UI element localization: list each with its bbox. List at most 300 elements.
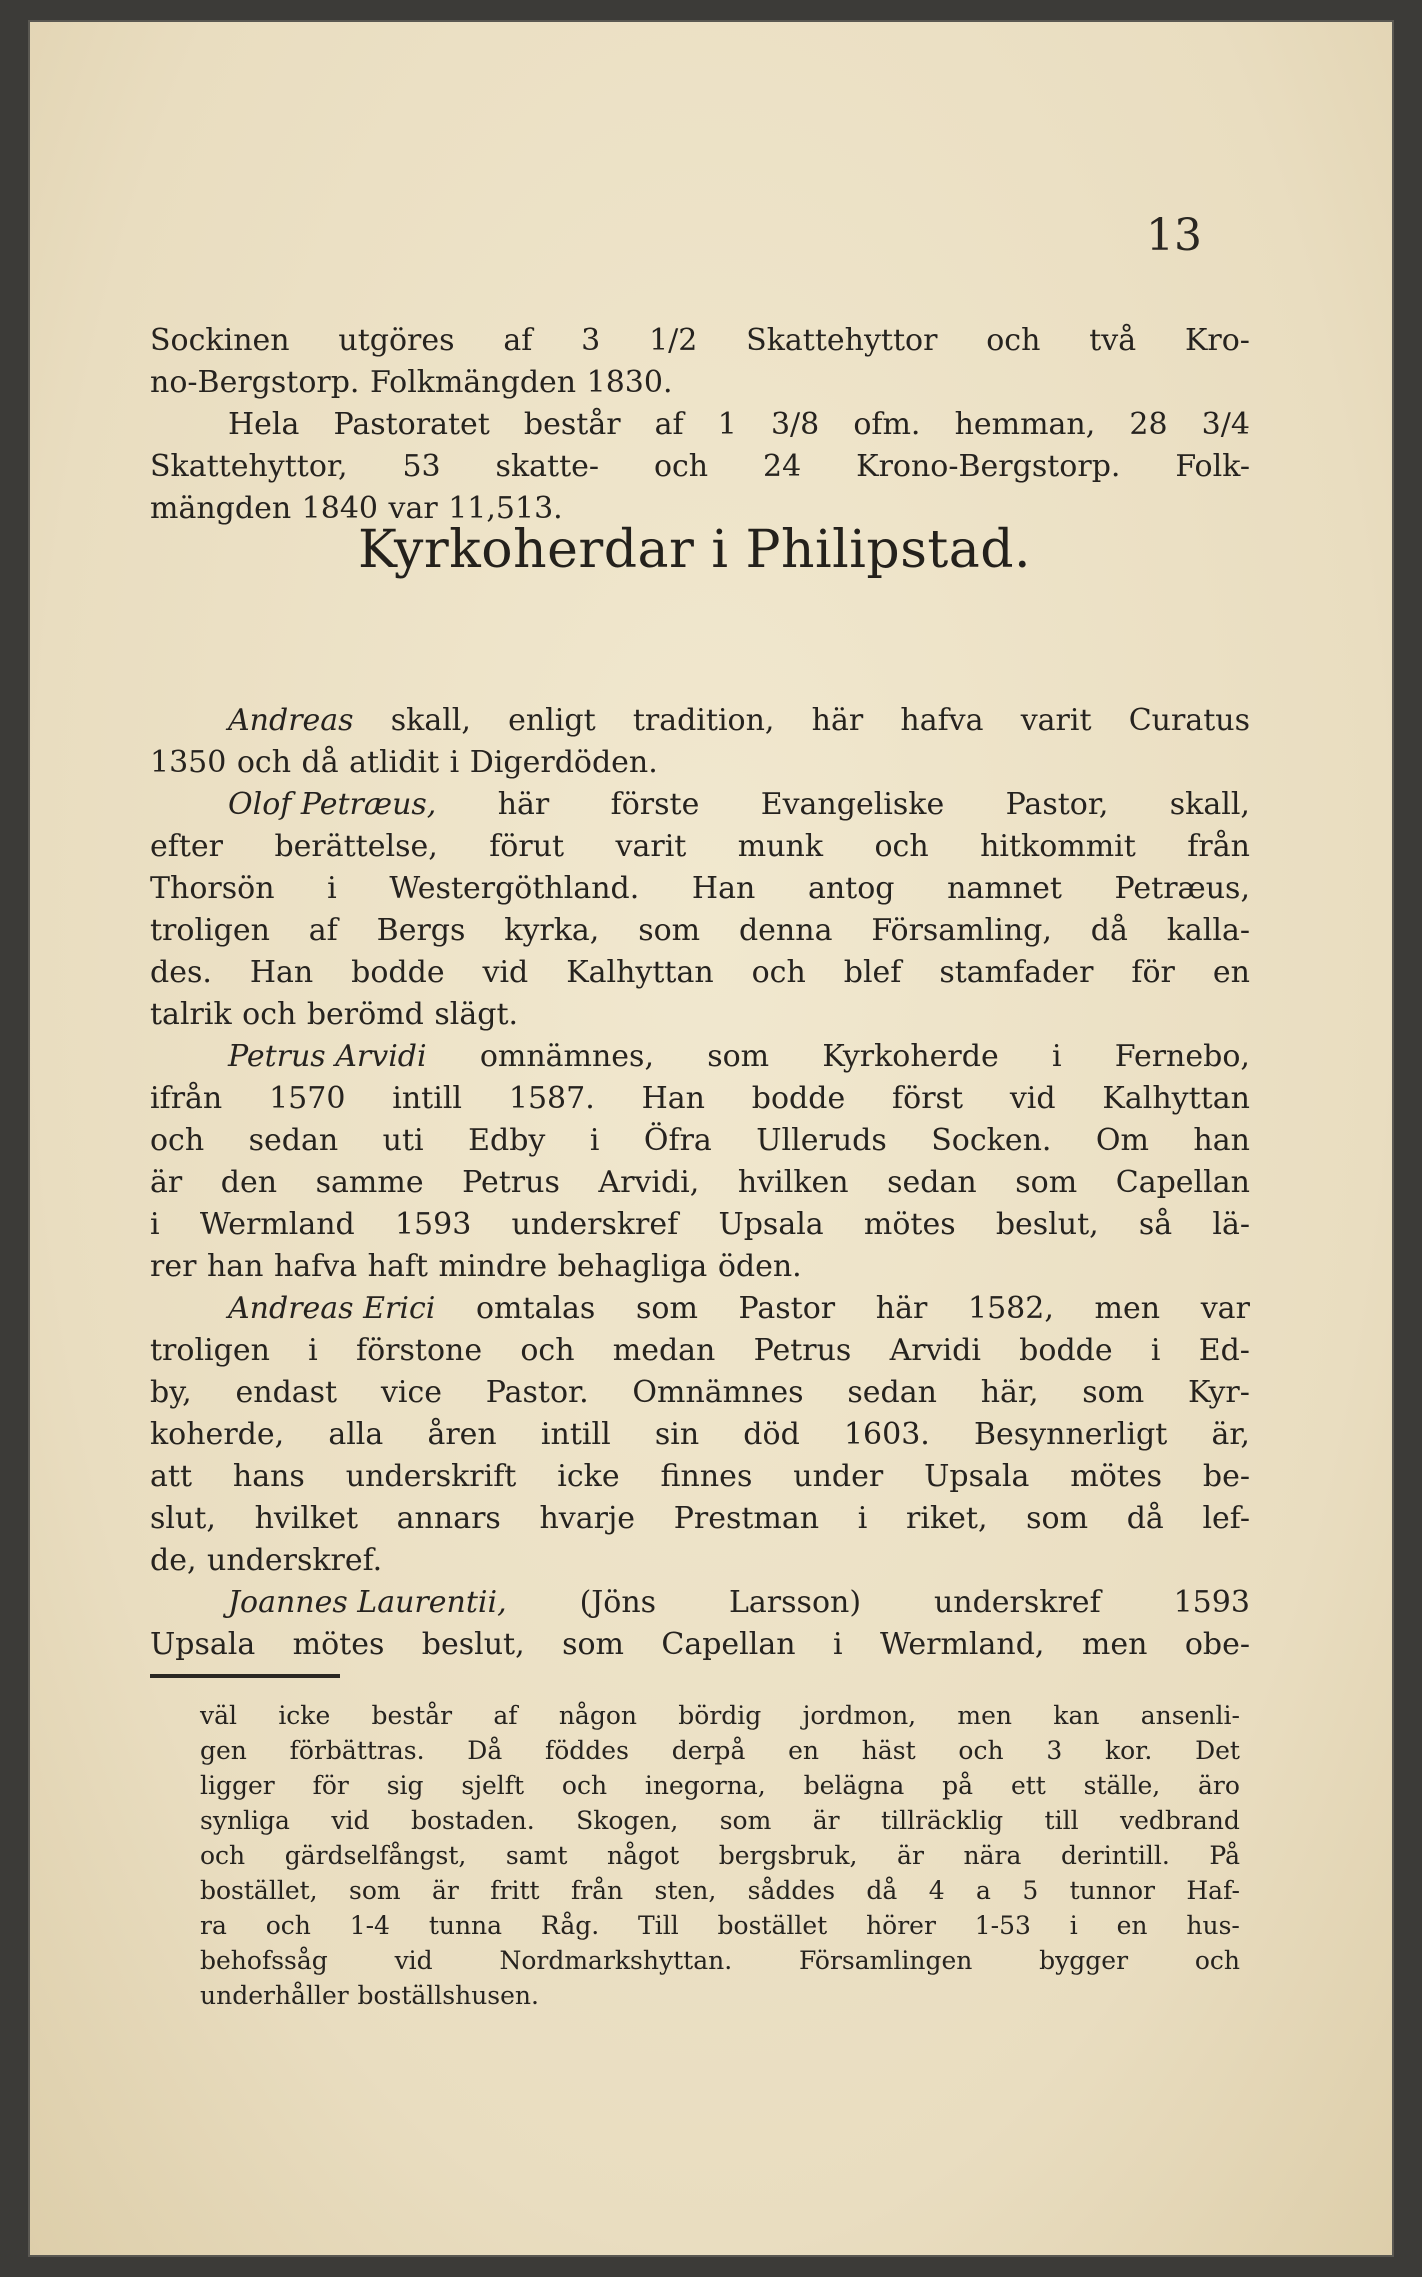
word: häst [861,1736,916,1765]
word: till [1044,1806,1079,1835]
text-line [150,1120,1250,1162]
text-line [200,1873,1240,1908]
page-number: 13 [1146,210,1202,261]
text-line [200,1908,1240,1943]
word: Nordmarkshyttan. [499,1946,733,1975]
word: Olof Petræus, [228,787,437,822]
word: ofm. [853,407,921,442]
text-line [200,1943,1240,1978]
word: mindre [438,1249,548,1284]
word: sten, [654,1876,717,1905]
word: no-Bergstorp. [150,365,360,400]
word: en [1116,1911,1148,1940]
word: efter [150,829,224,864]
word: obe- [1184,1627,1250,1662]
word: hvilket [254,1501,359,1536]
word: Hela [228,407,300,442]
word: i [1051,1039,1062,1074]
word: hafva [900,703,984,738]
word: Wermland [199,1207,355,1242]
word: icke [557,1459,620,1494]
word: mötes [863,1207,956,1242]
word: annars [396,1501,501,1536]
word: och [1194,1946,1240,1975]
word: bostaden. [410,1806,535,1835]
word: Besynnerligt [973,1417,1168,1452]
word: medan [612,1333,716,1368]
text-line [150,320,1250,362]
word: omnämnes, [479,1039,654,1074]
word: och [200,1841,246,1870]
word: boställshusen. [357,1981,539,2010]
word: i [857,1501,868,1536]
text-line [150,1372,1250,1414]
word: varit [615,829,687,864]
word: Pastor. [485,1375,589,1410]
word: kor. [1104,1736,1153,1765]
word: intill [392,1081,463,1116]
text-line [150,1498,1250,1540]
word: i [308,1333,318,1368]
text-line [200,1733,1240,1768]
word: bodde [751,1081,846,1116]
word: antog [807,871,895,906]
word: Capellan [661,1627,796,1662]
word: vid [1009,1081,1056,1116]
word: Kalhyttan [1102,1081,1250,1116]
word: och [751,955,806,990]
word: enligt [508,703,596,738]
word: en [1212,955,1250,990]
word: 11,513. [448,491,563,526]
footnote-text [200,1698,1240,2013]
word: Kyrkoherde [822,1039,999,1074]
text-line [150,1162,1250,1204]
word: 1/2 [649,323,698,358]
word: Pastor [738,1291,836,1326]
word: Krono-Bergstorp. [856,449,1121,484]
word: ifrån [150,1081,223,1116]
word: Det [1195,1736,1240,1765]
word: äro [1198,1771,1240,1800]
word: varit [1020,703,1092,738]
word: såddes [747,1876,836,1905]
word: hörer [866,1911,936,1940]
word: 4 [928,1876,945,1905]
word: munk [737,829,824,864]
word: var [1200,1291,1250,1326]
word: Pastor, [1005,787,1109,822]
text-line [150,784,1250,826]
word: består [371,1701,453,1730]
word: men [957,1701,1013,1730]
word: gärdselfångst, [284,1841,467,1870]
text-line [150,1624,1250,1666]
word: vid [331,1806,370,1835]
word: sedan [847,1375,937,1410]
word: samt [505,1841,568,1870]
word: talrik [150,997,232,1032]
text-line [150,826,1250,868]
word: är [432,1876,459,1905]
word: som [1026,1501,1089,1536]
word: af [654,407,684,442]
word: Larsson) [729,1585,862,1620]
word: åren [427,1417,497,1452]
word: för [1131,955,1175,990]
word: riket, [906,1501,988,1536]
word: och [653,449,709,484]
word: Haf- [1186,1876,1240,1905]
text-line [150,1204,1250,1246]
word: 3/8 [770,407,820,442]
word: 53 [402,449,441,484]
text-line [200,1768,1240,1803]
word: och [236,745,292,780]
word: den [220,1165,278,1200]
word: att [150,1459,192,1494]
word: då [866,1876,898,1905]
word: denna [738,913,833,948]
word: lä- [1212,1207,1250,1242]
word: 1-4 [349,1911,390,1940]
word: Råg. [540,1911,600,1940]
word: Curatus [1128,703,1250,738]
word: Capellan [1115,1165,1250,1200]
word: som [349,1876,401,1905]
word: fritt [490,1876,540,1905]
text-line [150,1246,1250,1288]
word: Pastoratet [333,407,490,442]
word: som [719,1806,772,1835]
word: ligger [200,1771,275,1800]
word: stamfader [939,955,1094,990]
text-line [150,952,1250,994]
word: 3/4 [1201,407,1250,442]
word: inegorna, [644,1771,766,1800]
word: nära [963,1841,1022,1870]
word: beslut, [995,1207,1099,1242]
word: men [1094,1291,1161,1326]
word: Socken. [931,1123,1052,1158]
word: och [561,1771,608,1800]
word: belägna [803,1771,905,1800]
word: 1593 [1173,1585,1250,1620]
word: Skattehyttor [746,323,938,358]
word: Petrus [462,1165,560,1200]
word: i [1069,1911,1078,1940]
word: slägt. [434,997,519,1032]
word: här, [980,1375,1039,1410]
word: behofssåg [200,1946,328,1975]
text-line [200,1838,1240,1873]
word: tillräcklig [881,1806,1004,1835]
word: Bergs [376,913,466,948]
text-line [150,1078,1250,1120]
word: i [1150,1333,1161,1368]
word: skall, [1169,787,1250,822]
word: vid [482,955,529,990]
word: i [589,1123,600,1158]
word: 3 [1046,1736,1063,1765]
word: Han [691,871,756,906]
word: Arvidi [889,1333,981,1368]
text-line [150,1288,1250,1330]
word: och [986,323,1041,358]
word: blef [843,955,902,990]
word: han [206,1249,264,1284]
word: Folk- [1175,449,1250,484]
word: men [1081,1627,1148,1662]
text-line [200,1978,1240,2013]
word: förbättras. [289,1736,425,1765]
word: Församling, [871,913,1052,948]
word: väl [200,1701,238,1730]
word: des. [150,955,212,990]
word: Wermland, [880,1627,1045,1662]
word: atlidit [349,745,440,780]
word: Edby [468,1123,546,1158]
word: icke [278,1701,331,1730]
word: en [788,1736,820,1765]
word: af [308,913,338,948]
word: från [570,1876,624,1905]
word: något [607,1841,680,1870]
word: Ulleruds [756,1123,887,1158]
word: 1 [717,407,737,442]
word: koherde, [150,1417,285,1452]
word: vice [380,1375,443,1410]
word: 1350 [150,745,227,780]
word: 1603. [843,1417,930,1452]
word: Kalhyttan [566,955,714,990]
word: bostället, [200,1876,318,1905]
word: han [1193,1123,1250,1158]
text-line [150,1540,1250,1582]
word: 1587. [508,1081,595,1116]
word: endast [235,1375,338,1410]
word: och [150,1123,205,1158]
word: behagliga [557,1249,708,1284]
word: bygger [1039,1946,1129,1975]
word: Petrus Arvidi [228,1039,427,1074]
word: i [832,1627,843,1662]
word: som [638,913,701,948]
word: på [942,1771,974,1800]
word: skall, [390,703,471,738]
word: Församlingen [798,1946,973,1975]
text-line [150,700,1250,742]
word: 28 [1129,407,1168,442]
word: (Jöns [579,1585,657,1620]
word: hitkommit [980,829,1136,864]
word: då [1090,913,1128,948]
word: under [793,1459,884,1494]
word: Han [641,1081,705,1116]
word: som [562,1627,624,1662]
word: då [1126,1501,1164,1536]
word: beslut, [421,1627,525,1662]
word: ra [200,1911,227,1940]
word: i [327,871,337,906]
word: hemman, [954,407,1096,442]
word: 1830. [586,365,673,400]
word: hvilken [737,1165,849,1200]
word: är [150,1165,183,1200]
word: vid [394,1946,433,1975]
text-line [150,404,1250,446]
section-heading: Kyrkoherdar i Philipstad. [358,520,1032,580]
word: Öfra [643,1123,712,1158]
word: Fernebo, [1114,1039,1250,1074]
word: Westergöthland. [389,871,640,906]
word: två [1089,323,1137,358]
book-page [28,20,1394,2257]
word: Petræus, [1114,871,1250,906]
word: som [635,1291,698,1326]
word: Arvidi, [598,1165,700,1200]
word: underskrift [345,1459,517,1494]
text-line [150,1330,1250,1372]
word: underskref [933,1585,1101,1620]
word: i [150,1207,160,1242]
text-line [200,1698,1240,1733]
word: Folkmängden [369,365,577,400]
word: underhåller [200,1981,349,2010]
intro-text [150,320,1250,530]
word: var [388,491,438,526]
word: är [897,1841,924,1870]
word: från [1187,829,1250,864]
word: då [301,745,339,780]
word: vedbrand [1120,1806,1240,1835]
word: Han [249,955,314,990]
word: för [312,1771,349,1800]
word: Upsala [150,1627,256,1662]
word: är, [1211,1417,1250,1452]
word: samme [315,1165,424,1200]
text-line [150,1456,1250,1498]
footnote-divider [150,1674,340,1678]
word: by, [150,1375,192,1410]
word: gen [200,1736,247,1765]
word: kyrka, [504,913,600,948]
word: derintill. [1060,1841,1170,1870]
word: hus- [1186,1911,1240,1940]
word: och [242,997,297,1032]
word: tunnor [1069,1876,1155,1905]
word: och [958,1736,1004,1765]
word: mötes [292,1627,385,1662]
word: och [874,829,929,864]
word: af [493,1701,518,1730]
word: Kro- [1184,323,1250,358]
word: Evangeliske [760,787,945,822]
word: 5 [1022,1876,1039,1905]
word: Upsala [924,1459,1030,1494]
word: be- [1202,1459,1250,1494]
word: Andreas Erici [228,1291,436,1326]
word: Petrus [753,1333,852,1368]
word: här [875,1291,928,1326]
word: På [1209,1841,1240,1870]
word: tunna [428,1911,503,1940]
word: sedan [248,1123,339,1158]
word: berättelse, [274,829,438,864]
word: öden. [717,1249,802,1284]
word: underskref [511,1207,679,1242]
word: hans [232,1459,305,1494]
text-line [150,362,1250,404]
word: Om [1095,1123,1149,1158]
word: ställe, [1083,1771,1161,1800]
word: Joannes Laurentii, [228,1585,507,1620]
word: och [265,1911,311,1940]
word: så [1138,1207,1173,1242]
word: 1840 [301,491,378,526]
word: Andreas [228,703,354,738]
word: består [523,407,621,442]
word: af [503,323,533,358]
word: Prestman [673,1501,820,1536]
word: mötes [1070,1459,1162,1494]
word: mängden [150,491,292,526]
word: 1593 [394,1207,472,1242]
word: 3 [581,323,601,358]
word: här [497,787,550,822]
text-line [200,1803,1240,1838]
word: underskref. [207,1543,383,1578]
word: Kyr- [1187,1375,1250,1410]
word: tradition, [632,703,775,738]
word: haft [367,1249,428,1284]
word: Då [467,1736,503,1765]
word: sjelft [461,1771,525,1800]
word: sin [654,1417,700,1452]
word: a [976,1876,991,1905]
word: som [707,1039,770,1074]
text-line [150,742,1250,784]
word: lef- [1202,1501,1250,1536]
word: uti [382,1123,424,1158]
word: föddes [545,1736,629,1765]
word: död [743,1417,800,1452]
word: 1-53 [974,1911,1031,1940]
text-line [150,910,1250,952]
word: namnet [947,871,1062,906]
word: troligen [150,1333,270,1368]
word: Skattehyttor, [150,449,348,484]
word: hafva [273,1249,358,1284]
word: Till [638,1911,679,1940]
word: först [892,1081,964,1116]
word: kan [1053,1701,1100,1730]
word: jordmon, [802,1701,917,1730]
word: alla [328,1417,384,1452]
word: Upsala [718,1207,824,1242]
word: rer [150,1249,197,1284]
word: de, [150,1543,197,1578]
word: ett [1010,1771,1046,1800]
word: som [1015,1165,1078,1200]
pastor-list-text [150,700,1250,1666]
word: förstone [356,1333,483,1368]
word: utgöres [338,323,455,358]
word: Thorsön [150,871,275,906]
word: ansenli- [1140,1701,1240,1730]
word: 1582, [968,1291,1054,1326]
word: 1570 [269,1081,346,1116]
